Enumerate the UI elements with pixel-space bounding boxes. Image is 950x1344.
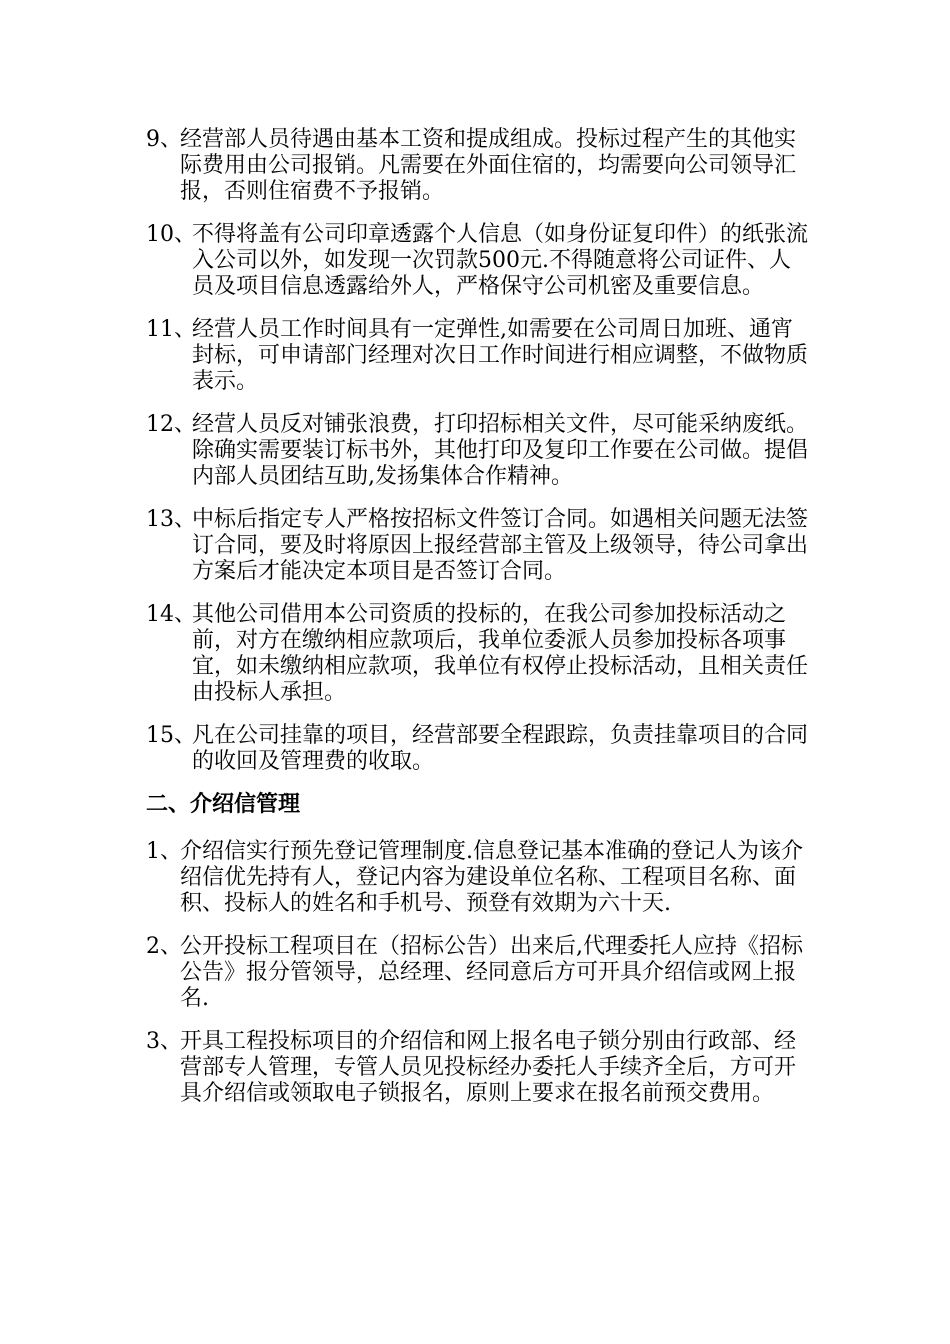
section-heading: 二、介绍信管理 xyxy=(146,792,301,817)
list-item-3 xyxy=(146,1029,811,1107)
item-text: 不得将盖有公司印章透露个人信息（如身份证复印件）的纸张流入公司以外，如发现一次罚款500元.不得随意将公司证件、人员及项目信息透露给外人，严格保守公司机密及重要信息。 xyxy=(192,222,809,299)
list-item-15 xyxy=(146,723,811,775)
item-text: 公开投标工程项目在（招标公告）出来后,代理委托人应持《招标公告》报分管领导，总经理、经同意后方可开具介绍信或网上报名. xyxy=(180,934,803,1011)
item-text: 经营人员工作时间具有一定弹性,如需要在公司周日加班、通宵封标，可申请部门经理对次日工作时间进行相应调整，不做物质表示。 xyxy=(192,317,809,394)
item-number: 15、 xyxy=(146,723,196,748)
list-item-14 xyxy=(146,602,811,706)
list-item-11 xyxy=(146,317,811,395)
document-body xyxy=(146,127,811,1124)
list-item-2 xyxy=(146,934,811,1012)
item-number: 12、 xyxy=(146,412,196,437)
list-item-12 xyxy=(146,412,811,490)
list-item-13 xyxy=(146,507,811,585)
item-text: 介绍信实行预先登记管理制度.信息登记基本准确的登记人为该介绍信优先持有人，登记内容为建设单位名称、工程项目名称、面积、投标人的姓名和手机号、预登有效期为六十天. xyxy=(180,839,803,916)
list-item-1 xyxy=(146,839,811,917)
item-number: 3、 xyxy=(146,1029,182,1054)
item-text: 经营人员反对铺张浪费，打印招标相关文件，尽可能采纳废纸。除确实需要装订标书外，其他打印及复印工作要在公司做。提倡内部人员团结互助,发扬集体合作精神。 xyxy=(192,412,809,489)
item-number: 11、 xyxy=(146,317,196,342)
item-text: 其他公司借用本公司资质的投标的，在我公司参加投标活动之前，对方在缴纳相应款项后，我单位委派人员参加投标各项事宜，如未缴纳相应款项，我单位有权停止投标活动，且相关责任由投标人承担。 xyxy=(192,602,809,705)
item-number: 2、 xyxy=(146,934,182,959)
list-item-9 xyxy=(146,127,811,205)
item-text: 凡在公司挂靠的项目，经营部要全程跟踪，负责挂靠项目的合同的收回及管理费的收取。 xyxy=(192,723,809,774)
item-number: 10、 xyxy=(146,222,196,247)
item-number: 13、 xyxy=(146,507,196,532)
list-item-10 xyxy=(146,222,811,300)
item-text: 经营部人员待遇由基本工资和提成组成。投标过程产生的其他实际费用由公司报销。凡需要在外面住宿的，均需要向公司领导汇报，否则住宿费不予报销。 xyxy=(180,127,797,204)
item-number: 14、 xyxy=(146,602,196,627)
item-number: 9、 xyxy=(146,127,182,152)
item-text: 开具工程投标项目的介绍信和网上报名电子锁分别由行政部、经营部专人管理，专管人员见投标经办委托人手续齐全后，方可开具介绍信或领取电子锁报名，原则上要求在报名前预交费用。 xyxy=(180,1029,797,1106)
item-number: 1、 xyxy=(146,839,182,864)
item-text: 中标后指定专人严格按招标文件签订合同。如遇相关问题无法签订合同，要及时将原因上报经营部主管及上级领导，待公司拿出方案后才能决定本项目是否签订合同。 xyxy=(192,507,809,584)
